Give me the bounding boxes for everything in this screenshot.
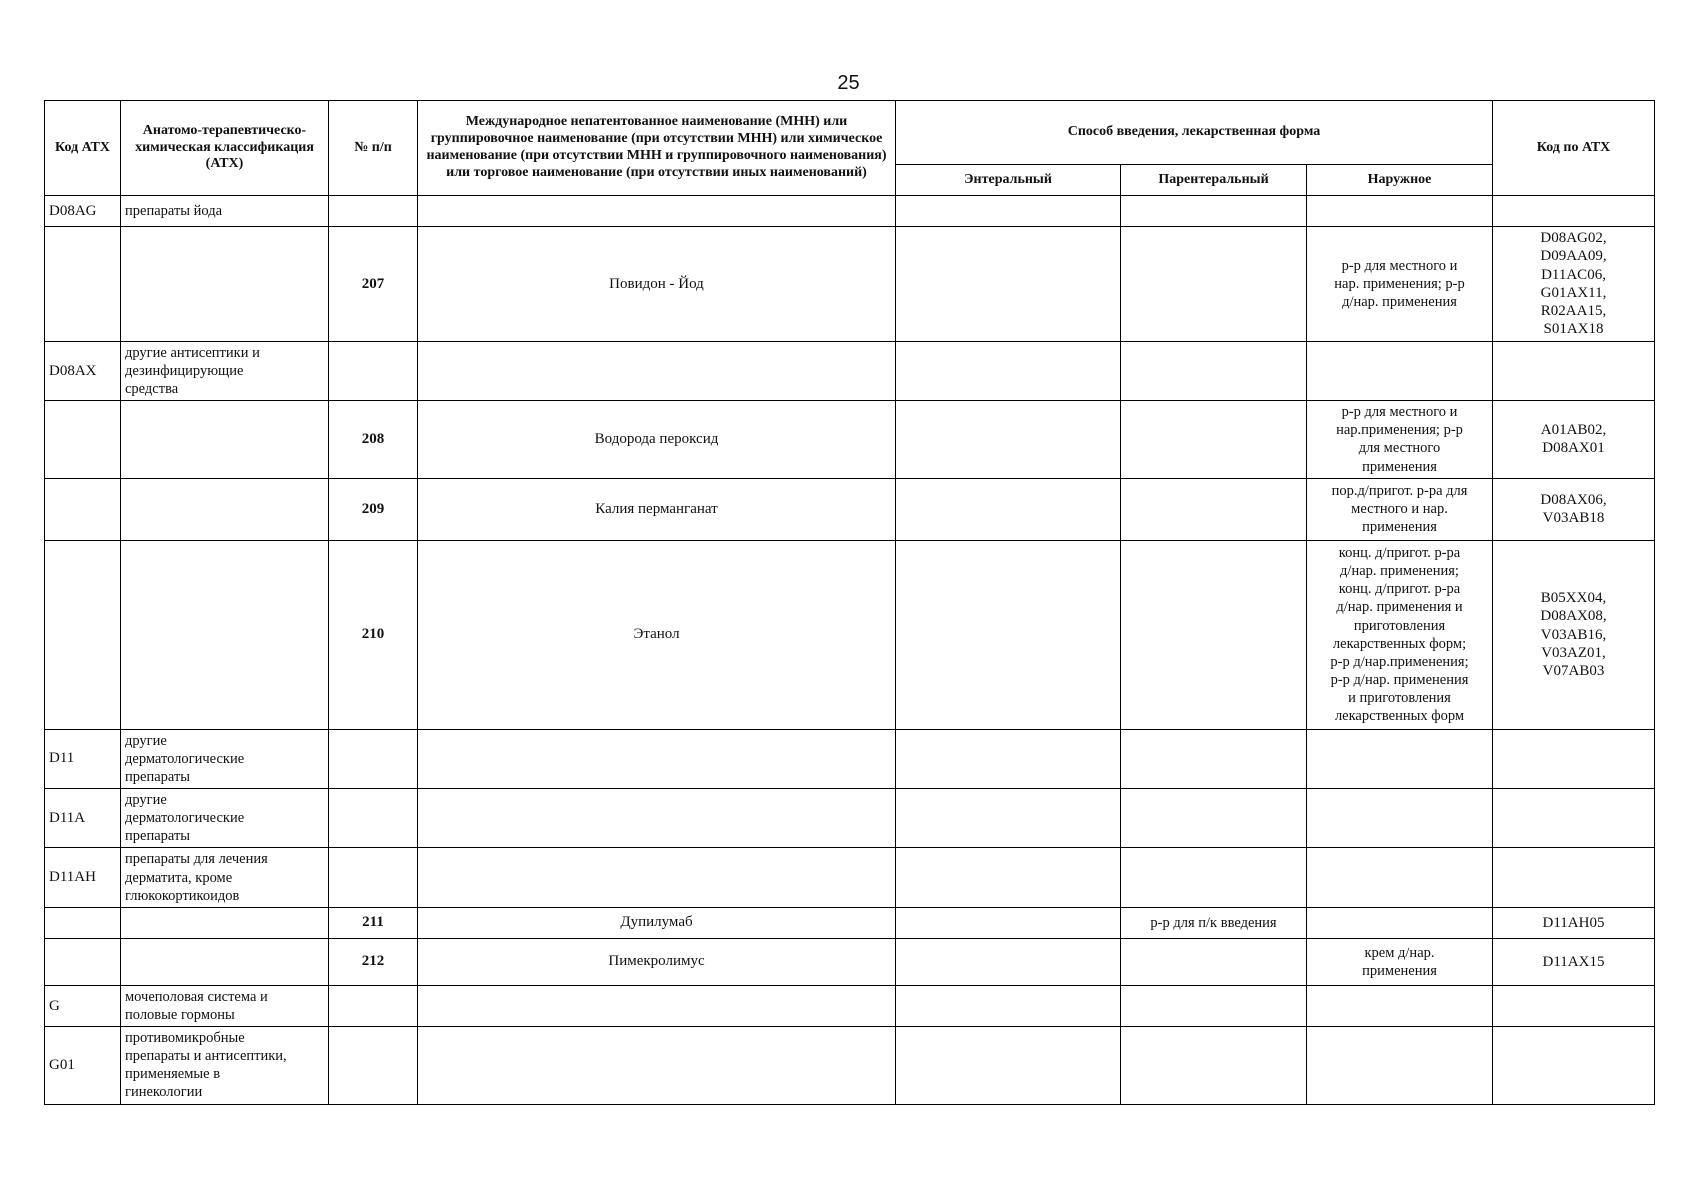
atx-code-text: D11AX15 <box>1542 953 1605 970</box>
code-cell: D08AG <box>45 196 121 227</box>
classification-text: другие дерматологические препараты <box>125 792 245 845</box>
classification-text: другие дерматологические препараты <box>125 732 245 785</box>
header-name: Международное непатентованное наименование (МНН) или группировочное наименование (при отсутствии МНН) или химическое наименование (при отсутствии МНН и группировочного наименования) или торговое наименование (при отсутствии иных наименований) <box>418 101 896 196</box>
atx-code-cell <box>1493 938 1655 985</box>
table-row <box>45 478 1655 540</box>
parenteral-cell <box>1121 478 1307 540</box>
code-cell <box>45 478 121 540</box>
number-cell: 208 <box>329 401 418 479</box>
classification-cell <box>121 729 329 788</box>
parenteral-cell <box>1121 227 1307 342</box>
code-cell: D11A <box>45 789 121 848</box>
external-cell <box>1307 227 1493 342</box>
enteral-cell <box>896 938 1121 985</box>
name-cell: Этанол <box>418 540 896 729</box>
external-text: пор.д/пригот. р-ра для местного и нар. применения <box>1331 482 1468 536</box>
parenteral-cell <box>1121 938 1307 985</box>
parenteral-cell <box>1121 401 1307 479</box>
parenteral-cell <box>1121 789 1307 848</box>
code-cell: D08AX <box>45 341 121 400</box>
atx-code-text: D08AX06, V03AB18 <box>1540 491 1607 527</box>
atx-code-cell <box>1493 789 1655 848</box>
enteral-cell <box>896 985 1121 1026</box>
code-cell <box>45 540 121 729</box>
atx-code-cell <box>1493 907 1655 938</box>
number-cell <box>329 985 418 1026</box>
enteral-cell <box>896 907 1121 938</box>
table-row <box>45 789 1655 848</box>
classification-text: мочеполовая система и половые гормоны <box>125 988 268 1023</box>
code-cell: D11AH <box>45 848 121 907</box>
enteral-cell <box>896 401 1121 479</box>
parenteral-cell <box>1121 729 1307 788</box>
parenteral-cell <box>1121 540 1307 729</box>
code-cell: G <box>45 985 121 1026</box>
classification-text: другие антисептики и дезинфицирующие средства <box>125 344 260 398</box>
table-row <box>45 401 1655 479</box>
header-code: Код АТХ <box>45 101 121 196</box>
code-cell <box>45 227 121 342</box>
classification-cell <box>121 848 329 907</box>
atx-code-cell <box>1493 540 1655 729</box>
enteral-cell <box>896 789 1121 848</box>
table-row <box>45 938 1655 985</box>
external-cell <box>1307 985 1493 1026</box>
atx-code-cell <box>1493 985 1655 1026</box>
name-cell <box>418 1027 896 1105</box>
name-cell: Дупилумаб <box>418 907 896 938</box>
table-row <box>45 907 1655 938</box>
classification-cell <box>121 227 329 342</box>
atx-code-text: D08AG02, D09AA09, D11AC06, G01AX11, R02AA15, S01AX18 <box>1540 230 1607 338</box>
classification-cell <box>121 907 329 938</box>
atx-code-cell <box>1493 1027 1655 1105</box>
classification-text: препараты йода <box>125 202 223 219</box>
table-row <box>45 196 1655 227</box>
external-cell <box>1307 540 1493 729</box>
table-row <box>45 227 1655 342</box>
name-cell <box>418 341 896 400</box>
classification-text: противомикробные препараты и антисептики, применяемые в гинекологии <box>125 1030 287 1101</box>
parenteral-cell <box>1121 196 1307 227</box>
enteral-cell <box>896 196 1121 227</box>
table-row <box>45 341 1655 400</box>
enteral-cell <box>896 341 1121 400</box>
header-number: № п/п <box>329 101 418 196</box>
number-cell: 209 <box>329 478 418 540</box>
header-external: Наружное <box>1307 165 1493 196</box>
name-cell <box>418 789 896 848</box>
table-row <box>45 985 1655 1026</box>
code-cell: G01 <box>45 1027 121 1105</box>
name-cell: Калия перманганат <box>418 478 896 540</box>
external-text: р-р для местного и нар. применения; р-р д/нар. применения <box>1334 257 1465 310</box>
table-header <box>45 101 1655 196</box>
external-cell <box>1307 401 1493 479</box>
atx-code-cell <box>1493 729 1655 788</box>
number-cell <box>329 848 418 907</box>
table-row <box>45 729 1655 788</box>
external-cell <box>1307 196 1493 227</box>
number-cell <box>329 789 418 848</box>
number-cell: 207 <box>329 227 418 342</box>
atx-code-text: A01AB02, D08AX01 <box>1540 422 1607 457</box>
code-cell <box>45 938 121 985</box>
name-cell <box>418 985 896 1026</box>
classification-cell <box>121 196 329 227</box>
parenteral-cell <box>1121 341 1307 400</box>
classification-cell <box>121 401 329 479</box>
header-parenteral: Парентеральный <box>1121 165 1307 196</box>
parenteral-cell <box>1121 1027 1307 1105</box>
external-text: конц. д/пригот. р-ра д/нар. применения; конц. д/пригот. р-ра д/нар. применения и приготовления лекарственных форм; р-р д/нар.применения; р-р д/нар. применения и приготовления лекарственных форм <box>1330 545 1469 725</box>
enteral-cell <box>896 478 1121 540</box>
classification-cell <box>121 789 329 848</box>
page-number: 25 <box>837 72 860 94</box>
header-route: Способ введения, лекарственная форма <box>896 101 1493 165</box>
code-cell <box>45 907 121 938</box>
external-text: крем д/нар. применения <box>1362 944 1437 979</box>
number-cell <box>329 196 418 227</box>
name-cell <box>418 729 896 788</box>
atx-code-cell <box>1493 401 1655 479</box>
parenteral-cell <box>1121 848 1307 907</box>
header-enteral: Энтеральный <box>896 165 1121 196</box>
external-cell <box>1307 789 1493 848</box>
enteral-cell <box>896 1027 1121 1105</box>
classification-cell <box>121 985 329 1026</box>
classification-cell <box>121 540 329 729</box>
external-cell <box>1307 1027 1493 1105</box>
header-atx-code: Код по АТХ <box>1493 101 1655 196</box>
external-cell <box>1307 478 1493 540</box>
table-row <box>45 1027 1655 1105</box>
atx-code-cell <box>1493 196 1655 227</box>
external-cell <box>1307 907 1493 938</box>
name-cell: Пимекролимус <box>418 938 896 985</box>
atx-code-cell <box>1493 341 1655 400</box>
name-cell <box>418 196 896 227</box>
name-cell: Водорода пероксид <box>418 401 896 479</box>
atx-code-cell <box>1493 848 1655 907</box>
atx-code-text: D11AH05 <box>1542 914 1605 931</box>
number-cell <box>329 729 418 788</box>
number-cell: 210 <box>329 540 418 729</box>
enteral-cell <box>896 227 1121 342</box>
external-cell <box>1307 341 1493 400</box>
header-classification: Анатомо-терапевтическо-химическая классификация (АТХ) <box>121 101 329 196</box>
atx-code-text: B05XX04, D08AX08, V03AB16, V03AZ01, V07AB03 <box>1540 589 1607 680</box>
classification-cell <box>121 1027 329 1105</box>
atx-code-cell <box>1493 478 1655 540</box>
atx-code-cell <box>1493 227 1655 342</box>
enteral-cell <box>896 729 1121 788</box>
number-cell <box>329 341 418 400</box>
external-cell <box>1307 938 1493 985</box>
table-row <box>45 540 1655 729</box>
name-cell: Повидон - Йод <box>418 227 896 342</box>
code-cell <box>45 401 121 479</box>
drug-table <box>44 100 1655 1105</box>
code-cell: D11 <box>45 729 121 788</box>
parenteral-cell: р-р для п/к введения <box>1121 907 1307 938</box>
parenteral-cell <box>1121 985 1307 1026</box>
table-body <box>45 196 1655 1105</box>
table-row <box>45 848 1655 907</box>
enteral-cell <box>896 848 1121 907</box>
external-cell <box>1307 729 1493 788</box>
name-cell <box>418 848 896 907</box>
classification-cell <box>121 938 329 985</box>
classification-text: препараты для лечения дерматита, кроме глюкокортикоидов <box>125 851 268 904</box>
external-text: р-р для местного и нар.применения; р-р для местного применения <box>1336 404 1463 475</box>
classification-cell <box>121 478 329 540</box>
classification-cell <box>121 341 329 400</box>
external-cell <box>1307 848 1493 907</box>
number-cell <box>329 1027 418 1105</box>
number-cell: 212 <box>329 938 418 985</box>
enteral-cell <box>896 540 1121 729</box>
number-cell: 211 <box>329 907 418 938</box>
